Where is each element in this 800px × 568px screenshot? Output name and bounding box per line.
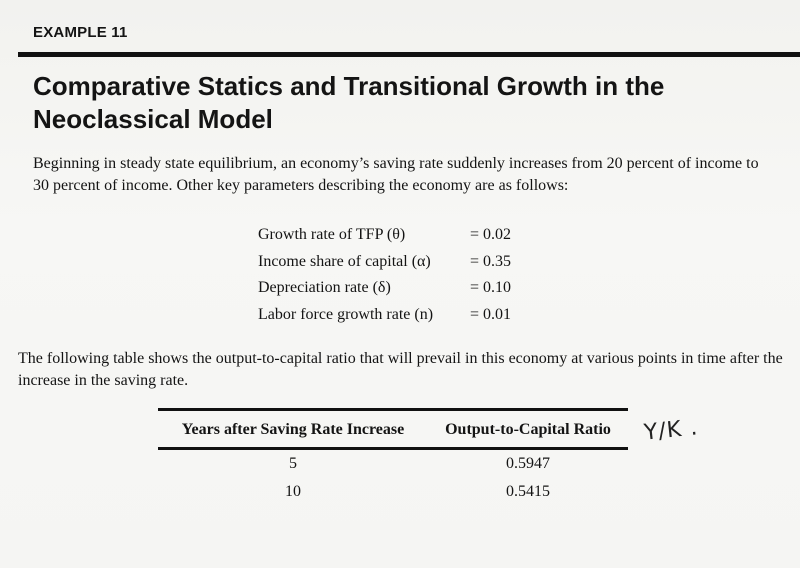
table-row xyxy=(158,449,628,479)
cell-ratio: 0.5947 xyxy=(506,455,550,472)
handwritten-annotation: Y/K . xyxy=(642,415,700,446)
parameter-row xyxy=(258,275,511,302)
table-header-row xyxy=(158,410,628,449)
column-header-years: Years after Saving Rate Increase xyxy=(181,421,405,438)
parameter-list xyxy=(258,222,511,328)
parameter-row xyxy=(258,302,511,329)
parameter-name: Labor force growth rate (n) xyxy=(258,305,434,323)
table-row xyxy=(158,478,628,506)
cell-years: 5 xyxy=(289,455,297,472)
intro-paragraph: Beginning in steady state equilibrium, an economy’s saving rate suddenly increases from 20 percent of income to 30 percent of income. Other key parameters describing the economy are as follows: xyxy=(33,155,759,194)
parameter-name: Growth rate of TFP (θ) xyxy=(258,226,406,244)
cell-ratio: 0.5415 xyxy=(506,483,550,500)
table-intro-paragraph: The following table shows the output-to-capital ratio that will prevail in this economy at various points in time after the increase in the saving rate. xyxy=(18,350,783,389)
parameter-value: = 0.01 xyxy=(470,305,512,323)
example-title: Comparative Statics and Transitional Growth in the Neoclassical Model xyxy=(33,71,665,134)
cell-years: 10 xyxy=(285,483,301,500)
output-capital-table xyxy=(158,408,628,506)
header-rule xyxy=(18,52,800,57)
parameter-value: = 0.02 xyxy=(470,226,512,244)
parameter-name: Income share of capital (α) xyxy=(258,252,431,270)
column-header-ratio: Output-to-Capital Ratio xyxy=(445,421,611,438)
example-label: EXAMPLE 11 xyxy=(33,24,128,41)
parameter-name: Depreciation rate (δ) xyxy=(258,279,391,297)
parameter-value: = 0.10 xyxy=(470,279,512,297)
parameter-row xyxy=(258,222,511,249)
parameter-row xyxy=(258,249,511,276)
parameter-value: = 0.35 xyxy=(470,252,512,270)
